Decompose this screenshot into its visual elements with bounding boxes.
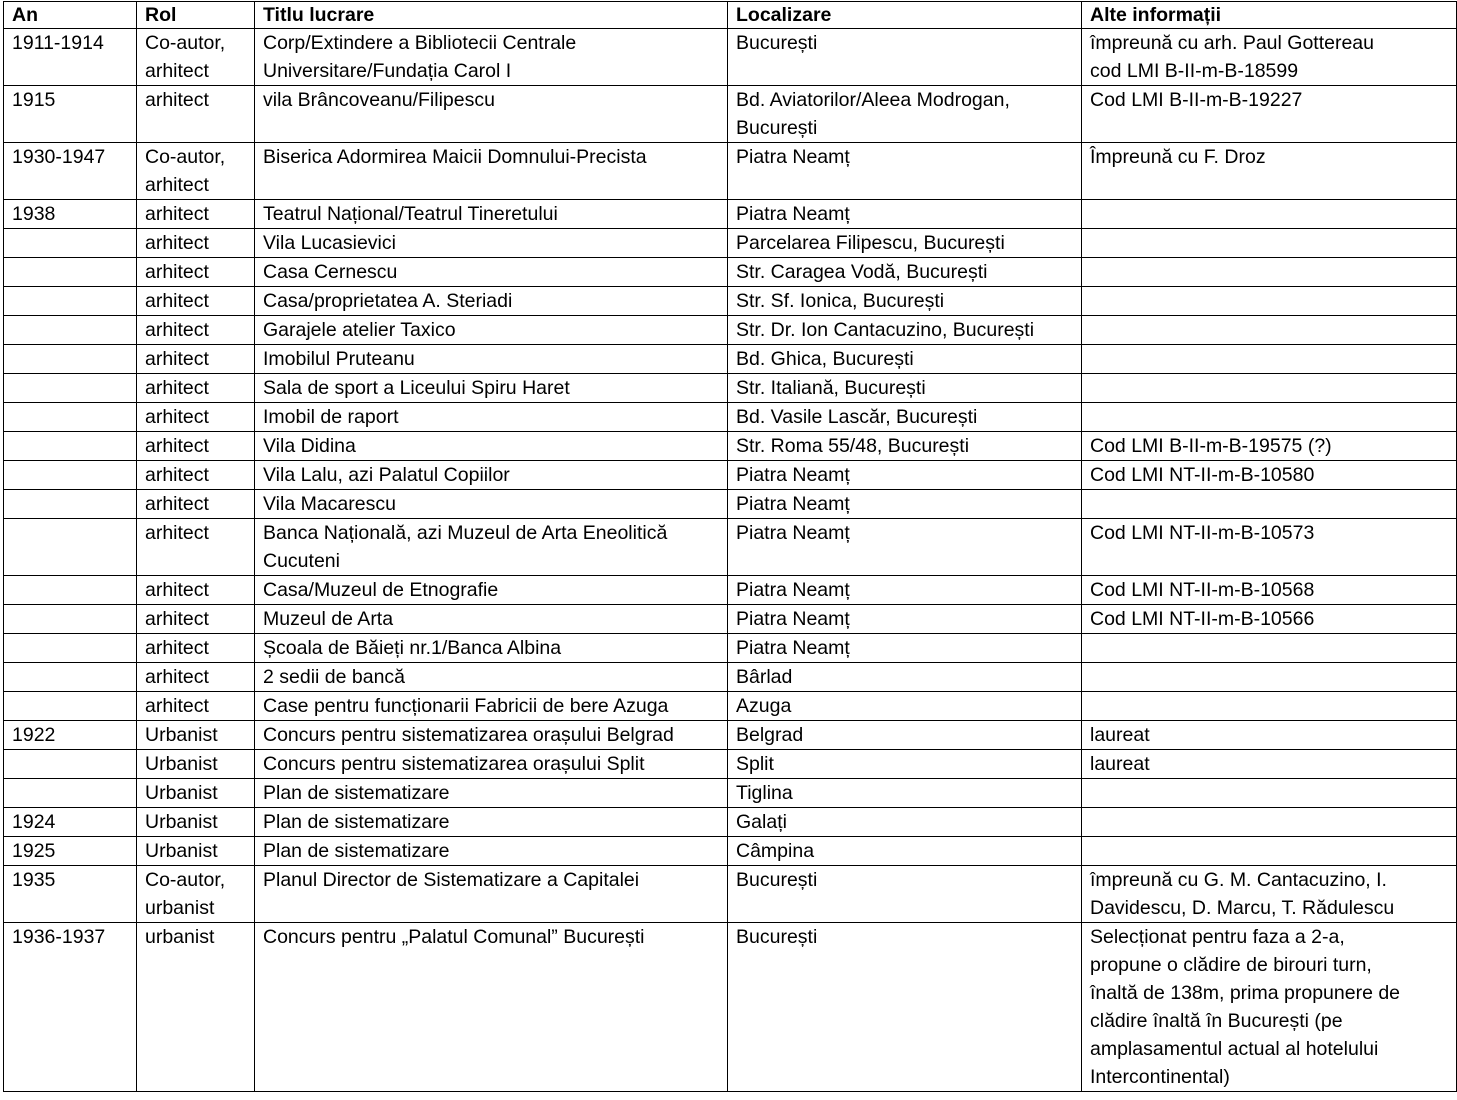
cell-other-info — [1082, 258, 1457, 287]
cell-year — [4, 258, 137, 287]
cell-other-info — [1082, 692, 1457, 721]
cell-other-info — [1082, 663, 1457, 692]
table-row — [4, 750, 1457, 779]
cell-location: Bd. Vasile Lascăr, București — [728, 403, 1082, 432]
header-cell: Alte informații — [1082, 2, 1457, 29]
cell-year — [4, 316, 137, 345]
cell-title: Teatrul Național/Teatrul Tineretului — [255, 200, 728, 229]
cell-location: Piatra Neamț — [728, 634, 1082, 663]
table-row — [4, 866, 1457, 923]
table-row — [4, 258, 1457, 287]
table-row — [4, 490, 1457, 519]
cell-year — [4, 345, 137, 374]
cell-location: Piatra Neamț — [728, 143, 1082, 200]
cell-other-info — [1082, 490, 1457, 519]
cell-location: Str. Italiană, București — [728, 374, 1082, 403]
cell-location: Split — [728, 750, 1082, 779]
table-row — [4, 432, 1457, 461]
cell-role: arhitect — [137, 663, 255, 692]
cell-location: Bd. Ghica, București — [728, 345, 1082, 374]
table-row — [4, 345, 1457, 374]
cell-role: arhitect — [137, 605, 255, 634]
cell-year: 1911-1914 — [4, 29, 137, 86]
cell-role: arhitect — [137, 634, 255, 663]
cell-role: Urbanist — [137, 837, 255, 866]
cell-title: Garajele atelier Taxico — [255, 316, 728, 345]
table-row — [4, 837, 1457, 866]
cell-year — [4, 692, 137, 721]
table-row — [4, 779, 1457, 808]
cell-title: Case pentru funcționarii Fabricii de bere Azuga — [255, 692, 728, 721]
cell-location: Piatra Neamț — [728, 519, 1082, 576]
cell-other-info: Selecționat pentru faza a 2-a, propune o clădire de birouri turn, înaltă de 138m, prima propunere de clădire înaltă în București (pe amplasamentul actual al hotelului Intercontinental) — [1082, 923, 1457, 1092]
cell-other-info — [1082, 200, 1457, 229]
cell-role: Urbanist — [137, 779, 255, 808]
cell-location: Piatra Neamț — [728, 576, 1082, 605]
cell-role: arhitect — [137, 316, 255, 345]
table-row — [4, 86, 1457, 143]
cell-other-info — [1082, 316, 1457, 345]
works-table — [3, 1, 1457, 1092]
cell-year: 1924 — [4, 808, 137, 837]
cell-other-info — [1082, 779, 1457, 808]
cell-other-info — [1082, 403, 1457, 432]
cell-title: 2 sedii de bancă — [255, 663, 728, 692]
cell-title: Sala de sport a Liceului Spiru Haret — [255, 374, 728, 403]
cell-other-info: Cod LMI NT-II-m-B-10580 — [1082, 461, 1457, 490]
cell-role: Urbanist — [137, 808, 255, 837]
cell-location: București — [728, 29, 1082, 86]
cell-other-info: Cod LMI B-II-m-B-19227 — [1082, 86, 1457, 143]
table-row — [4, 605, 1457, 634]
cell-title: Vila Didina — [255, 432, 728, 461]
cell-location: Galați — [728, 808, 1082, 837]
cell-role: arhitect — [137, 374, 255, 403]
table-row — [4, 923, 1457, 1092]
cell-location: Piatra Neamț — [728, 200, 1082, 229]
table-row — [4, 663, 1457, 692]
cell-year: 1936-1937 — [4, 923, 137, 1092]
cell-other-info — [1082, 808, 1457, 837]
header-cell: An — [4, 2, 137, 29]
cell-year — [4, 461, 137, 490]
cell-other-info: împreună cu arh. Paul Gottereau cod LMI B-II-m-B-18599 — [1082, 29, 1457, 86]
table-row — [4, 808, 1457, 837]
header-cell: Rol — [137, 2, 255, 29]
table-row — [4, 143, 1457, 200]
table-row — [4, 403, 1457, 432]
table-row — [4, 200, 1457, 229]
cell-role: arhitect — [137, 287, 255, 316]
cell-other-info — [1082, 229, 1457, 258]
table-row — [4, 692, 1457, 721]
cell-location: Piatra Neamț — [728, 461, 1082, 490]
table-row — [4, 634, 1457, 663]
cell-role: arhitect — [137, 229, 255, 258]
cell-role: arhitect — [137, 692, 255, 721]
cell-role: arhitect — [137, 403, 255, 432]
cell-other-info: împreună cu G. M. Cantacuzino, I. Davidescu, D. Marcu, T. Rădulescu — [1082, 866, 1457, 923]
cell-year — [4, 519, 137, 576]
cell-location: Piatra Neamț — [728, 605, 1082, 634]
cell-role: arhitect — [137, 519, 255, 576]
cell-role: urbanist — [137, 923, 255, 1092]
cell-title: Casa/Muzeul de Etnografie — [255, 576, 728, 605]
table-row — [4, 29, 1457, 86]
table-row — [4, 287, 1457, 316]
table-row — [4, 576, 1457, 605]
cell-role: Urbanist — [137, 721, 255, 750]
cell-other-info: Cod LMI NT-II-m-B-10568 — [1082, 576, 1457, 605]
cell-year: 1915 — [4, 86, 137, 143]
cell-title: Corp/Extindere a Bibliotecii Centrale Universitare/Fundația Carol I — [255, 29, 728, 86]
cell-title: Vila Macarescu — [255, 490, 728, 519]
cell-other-info — [1082, 345, 1457, 374]
cell-year — [4, 403, 137, 432]
cell-year: 1935 — [4, 866, 137, 923]
cell-other-info — [1082, 837, 1457, 866]
cell-role: arhitect — [137, 345, 255, 374]
cell-other-info: Cod LMI B-II-m-B-19575 (?) — [1082, 432, 1457, 461]
cell-year: 1938 — [4, 200, 137, 229]
table-row — [4, 721, 1457, 750]
table-row — [4, 519, 1457, 576]
cell-year: 1925 — [4, 837, 137, 866]
cell-year: 1922 — [4, 721, 137, 750]
cell-title: Vila Lalu, azi Palatul Copiilor — [255, 461, 728, 490]
cell-location: Tiglina — [728, 779, 1082, 808]
cell-year — [4, 374, 137, 403]
cell-title: Casa/proprietatea A. Steriadi — [255, 287, 728, 316]
table-row — [4, 374, 1457, 403]
cell-title: Plan de sistematizare — [255, 837, 728, 866]
cell-year — [4, 287, 137, 316]
cell-location: Azuga — [728, 692, 1082, 721]
cell-location: Bd. Aviatorilor/Aleea Modrogan, București — [728, 86, 1082, 143]
cell-location: Bârlad — [728, 663, 1082, 692]
cell-other-info: Cod LMI NT-II-m-B-10566 — [1082, 605, 1457, 634]
cell-role: arhitect — [137, 461, 255, 490]
cell-year — [4, 229, 137, 258]
cell-year — [4, 576, 137, 605]
table-row — [4, 461, 1457, 490]
cell-location: București — [728, 866, 1082, 923]
cell-location: Str. Dr. Ion Cantacuzino, București — [728, 316, 1082, 345]
cell-title: Vila Lucasievici — [255, 229, 728, 258]
cell-title: Casa Cernescu — [255, 258, 728, 287]
cell-title: Școala de Băieți nr.1/Banca Albina — [255, 634, 728, 663]
cell-title: Concurs pentru „Palatul Comunal” București — [255, 923, 728, 1092]
cell-role: arhitect — [137, 490, 255, 519]
cell-title: Imobilul Pruteanu — [255, 345, 728, 374]
cell-location: Câmpina — [728, 837, 1082, 866]
cell-title: Biserica Adormirea Maicii Domnului-Precista — [255, 143, 728, 200]
cell-role: arhitect — [137, 200, 255, 229]
cell-location: Piatra Neamț — [728, 490, 1082, 519]
cell-year — [4, 605, 137, 634]
table-row — [4, 316, 1457, 345]
cell-location: București — [728, 923, 1082, 1092]
table-row — [4, 229, 1457, 258]
cell-title: Concurs pentru sistematizarea orașului Split — [255, 750, 728, 779]
header-cell: Localizare — [728, 2, 1082, 29]
cell-title: Concurs pentru sistematizarea orașului Belgrad — [255, 721, 728, 750]
cell-other-info — [1082, 374, 1457, 403]
cell-title: Muzeul de Arta — [255, 605, 728, 634]
cell-title: vila Brâncoveanu/Filipescu — [255, 86, 728, 143]
cell-role: arhitect — [137, 576, 255, 605]
table-body — [4, 29, 1457, 1092]
cell-other-info: laureat — [1082, 721, 1457, 750]
cell-year — [4, 779, 137, 808]
cell-title: Planul Director de Sistematizare a Capitalei — [255, 866, 728, 923]
cell-other-info: Cod LMI NT-II-m-B-10573 — [1082, 519, 1457, 576]
cell-year — [4, 634, 137, 663]
cell-title: Banca Națională, azi Muzeul de Arta Eneolitică Cucuteni — [255, 519, 728, 576]
cell-title: Imobil de raport — [255, 403, 728, 432]
header-cell: Titlu lucrare — [255, 2, 728, 29]
cell-location: Str. Roma 55/48, București — [728, 432, 1082, 461]
cell-other-info — [1082, 287, 1457, 316]
cell-role: Urbanist — [137, 750, 255, 779]
cell-role: Co-autor, urbanist — [137, 866, 255, 923]
cell-year — [4, 663, 137, 692]
cell-role: arhitect — [137, 86, 255, 143]
cell-year — [4, 750, 137, 779]
cell-title: Plan de sistematizare — [255, 779, 728, 808]
cell-other-info — [1082, 634, 1457, 663]
cell-other-info: laureat — [1082, 750, 1457, 779]
cell-role: Co-autor, arhitect — [137, 143, 255, 200]
cell-other-info: Împreună cu F. Droz — [1082, 143, 1457, 200]
cell-location: Str. Sf. Ionica, București — [728, 287, 1082, 316]
cell-year — [4, 432, 137, 461]
header-row — [4, 2, 1457, 29]
cell-year — [4, 490, 137, 519]
cell-role: Co-autor, arhitect — [137, 29, 255, 86]
cell-location: Parcelarea Filipescu, București — [728, 229, 1082, 258]
cell-role: arhitect — [137, 258, 255, 287]
cell-title: Plan de sistematizare — [255, 808, 728, 837]
cell-location: Belgrad — [728, 721, 1082, 750]
cell-year: 1930-1947 — [4, 143, 137, 200]
cell-role: arhitect — [137, 432, 255, 461]
cell-location: Str. Caragea Vodă, București — [728, 258, 1082, 287]
